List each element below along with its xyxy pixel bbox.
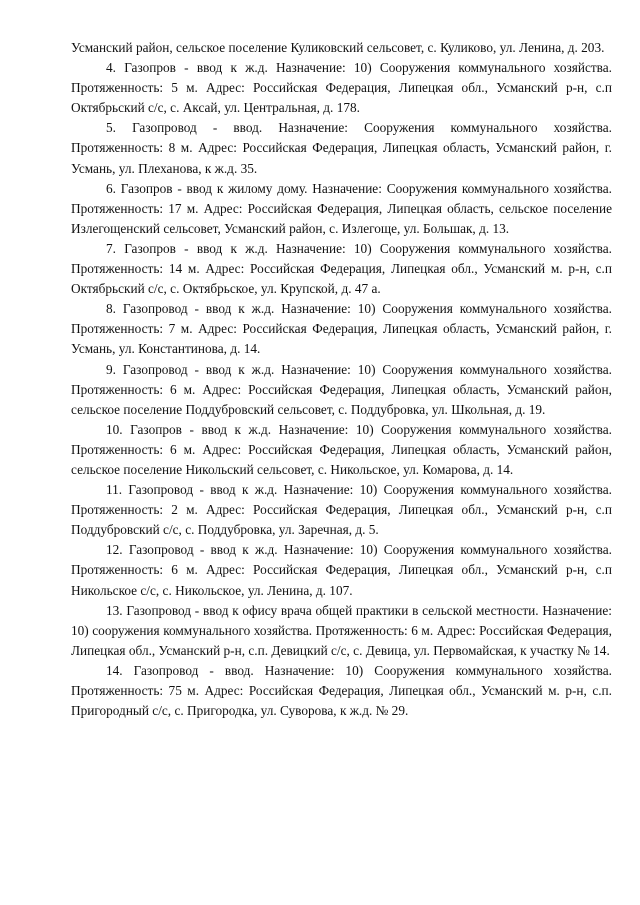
list-item-8: 8. Газопровод - ввод к ж.д. Назначение: 10) Сооружения коммунального хозяйства. Протяженность: 7 м. Адрес: Российская Федерация, Липецкая область, Усманский район, г. Усмань, ул. Константинова, д. 14. xyxy=(71,301,612,357)
list-item-13: 13. Газопровод - ввод к офису врача общей практики в сельской местности. Назначение: 10) сооружения коммунального хозяйства. Протяженность: 6 м. Адрес: Российская Федерация, Липецкая обл., Усманский р-н, с.п. Девицкий с/с, с. Девица, ул. Первомайская, к участку № 14. xyxy=(71,602,612,658)
list-item-7: 7. Газопров - ввод к ж.д. Назначение: 10) Сооружения коммунального хозяйства. Протяженность: 14 м. Адрес: Российская Федерация, Липецкая обл., Усманский м. р-н, с.п Октябрьский с/с, с. Октябрьское, ул. Крупской, д. 47 а. xyxy=(71,240,612,297)
document-page xyxy=(71,38,612,721)
paragraph-continuation: Усманский район, сельское поселение Куликовский сельсовет, с. Куликово, ул. Ленина, д. 203. xyxy=(71,40,605,55)
list-item-12: 12. Газопровод - ввод к ж.д. Назначение: 10) Сооружения коммунального хозяйства. Протяженность: 6 м. Адрес: Российская Федерация, Липецкая обл., Усманский р-н, с.п Никольское с/с, с. Никольское, ул. Ленина, д. 107. xyxy=(71,542,612,598)
list-item-14: 14. Газопровод - ввод. Назначение: 10) Сооружения коммунального хозяйства. Протяженность: 75 м. Адрес: Российская Федерация, Липецкая обл., Усманский м. р-н, с.п. Пригородный с/с, с. Пригородка, ул. Суворова, к ж.д. № 29. xyxy=(71,662,612,719)
list-item-6: 6. Газопров - ввод к жилому дому. Назначение: Сооружения коммунального хозяйства. Протяженность: 17 м. Адрес: Российская Федерация, Липецкая область, сельское поселение Излегощенский сельсовет, Усманский район, с. Излегоще, ул. Большак, д. 13. xyxy=(71,180,612,236)
list-item-9: 9. Газопровод - ввод к ж.д. Назначение: 10) Сооружения коммунального хозяйства. Протяженность: 6 м. Адрес: Российская Федерация, Липецкая область, Усманский район, сельское поселение Поддубровский сельсовет, с. Поддубровка, ул. Школьная, д. 19. xyxy=(71,361,612,417)
list-item-11: 11. Газопровод - ввод к ж.д. Назначение: 10) Сооружения коммунального хозяйства. Протяженность: 2 м. Адрес: Российская Федерация, Липецкая обл., Усманский р-н, с.п Поддубровский с/с, с. Поддубровка, ул. Заречная, д. 5. xyxy=(71,482,612,538)
list-item-4: 4. Газопров - ввод к ж.д. Назначение: 10) Сооружения коммунального хозяйства. Протяженность: 5 м. Адрес: Российская Федерация, Липецкая обл., Усманский р-н, с.п Октябрьский с/с, с. Аксай, ул. Центральная, д. 178. xyxy=(71,60,612,116)
list-item-5: 5. Газопровод - ввод. Назначение: Сооружения коммунального хозяйства. Протяженность: 8 м. Адрес: Российская Федерация, Липецкая область, Усманский район, г. Усмань, ул. Плеханова, к ж.д. 35. xyxy=(71,120,612,176)
list-item-10: 10. Газопров - ввод к ж.д. Назначение: 10) Сооружения коммунального хозяйства. Протяженность: 6 м. Адрес: Российская Федерация, Липецкая область, Усманский район, сельское поселение Никольский сельсовет, с. Никольское, ул. Комарова, д. 14. xyxy=(71,421,612,477)
